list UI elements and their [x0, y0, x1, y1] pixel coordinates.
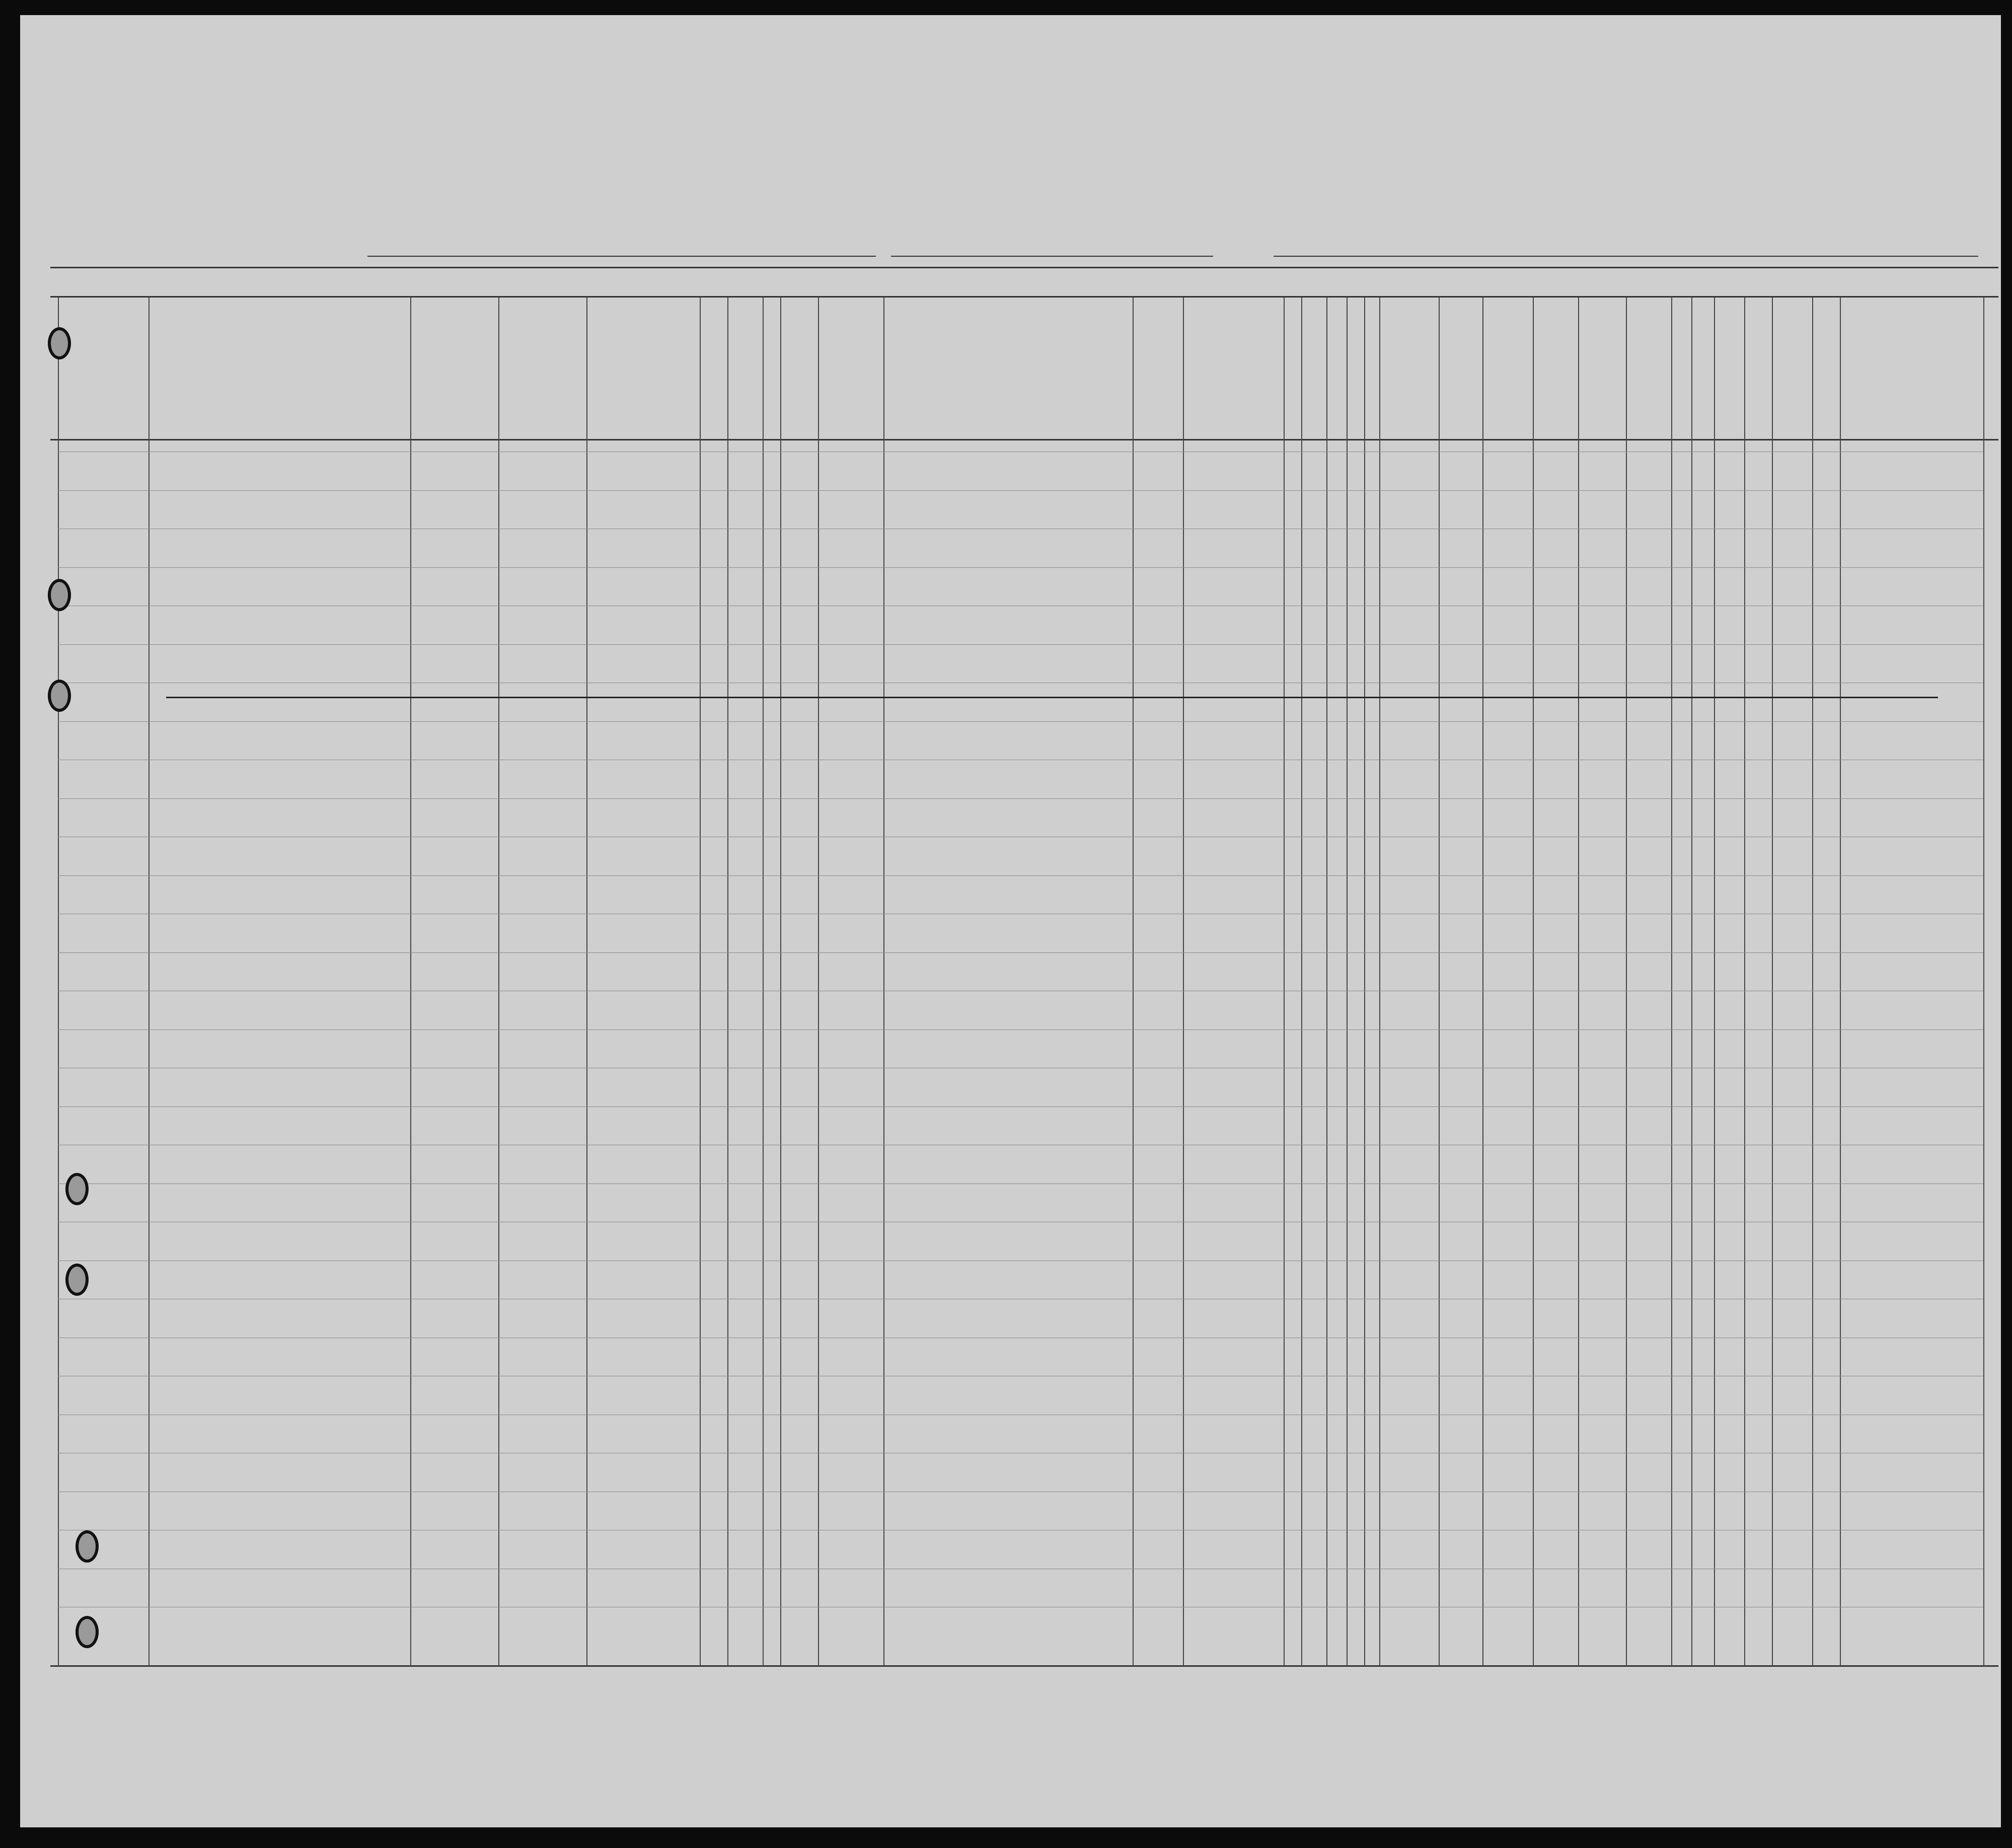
- column-rule: [1301, 297, 1302, 1666]
- column-rule: [1379, 297, 1380, 1666]
- column-rule: [498, 297, 499, 1666]
- column-rule: [780, 297, 781, 1666]
- row-rule: [58, 1106, 1983, 1107]
- column-rule: [1439, 297, 1440, 1666]
- row-rule: [58, 567, 1983, 568]
- column-rule: [700, 297, 701, 1666]
- row-rule: [58, 721, 1983, 722]
- column-rule: [1364, 297, 1365, 1666]
- binder-hole: [65, 1173, 89, 1205]
- binder-hole: [48, 680, 71, 712]
- table-bottom-rule: [50, 1665, 1998, 1667]
- column-rule: [1183, 297, 1184, 1666]
- binder-hole: [76, 1530, 99, 1563]
- column-rule: [58, 297, 59, 1666]
- column-rule: [1578, 297, 1579, 1666]
- colnum-rule: [50, 296, 1998, 298]
- column-rule: [1714, 297, 1715, 1666]
- column-rule: [1326, 297, 1327, 1666]
- manifest-sheet: [20, 15, 2001, 1827]
- row-rule: [58, 644, 1983, 645]
- column-rule: [727, 297, 728, 1666]
- column-rule: [818, 297, 819, 1666]
- column-rule: [1284, 297, 1285, 1666]
- header-rule: [50, 267, 1998, 268]
- row-rule: [58, 952, 1983, 953]
- column-rule: [1983, 297, 1984, 1666]
- column-rule: [1671, 297, 1672, 1666]
- column-rule: [410, 297, 411, 1666]
- column-rule: [1772, 297, 1773, 1666]
- column-rule: [1812, 297, 1813, 1666]
- row-rule: [58, 490, 1983, 491]
- column-rule: [1347, 297, 1348, 1666]
- binder-hole: [76, 1616, 99, 1648]
- binder-hole: [65, 1264, 89, 1296]
- column-rule: [1533, 297, 1534, 1666]
- row-rule: [58, 1029, 1983, 1030]
- column-rule: [1691, 297, 1692, 1666]
- column-rule: [586, 297, 587, 1666]
- column-rule: [1133, 297, 1134, 1666]
- column-rule: [1626, 297, 1627, 1666]
- binder-hole: [48, 579, 71, 611]
- column-rule: [883, 297, 884, 1666]
- colhead-rule: [50, 439, 1998, 440]
- column-rule: [148, 297, 150, 1666]
- column-rule: [1840, 297, 1841, 1666]
- column-rule: [763, 297, 764, 1666]
- year-underline: [1274, 256, 1978, 257]
- port-underline: [367, 256, 876, 257]
- date-underline: [891, 256, 1213, 257]
- column-rule: [1482, 297, 1483, 1666]
- strikethrough-line: [166, 697, 1938, 698]
- row-rule: [58, 875, 1983, 876]
- column-rule: [1744, 297, 1745, 1666]
- binder-hole: [48, 327, 71, 359]
- row-rule: [58, 798, 1983, 799]
